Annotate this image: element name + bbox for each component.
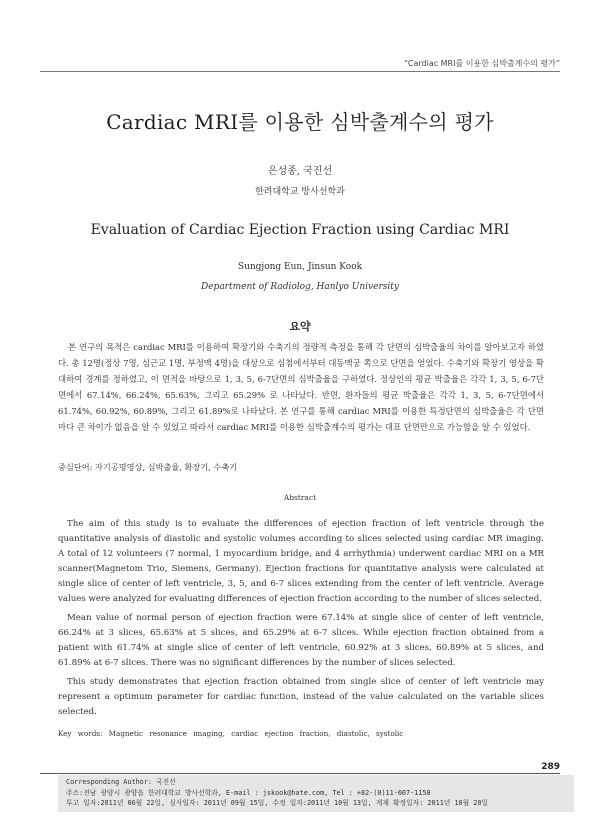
abstract-paragraph: This study demonstrates that ejection fraction obtained from single slice of center of left ventricle may represent a optimum parameter for cardiac function, instead of the value calculated on the variable slices selected. [58, 677, 544, 717]
abstract-english [58, 517, 544, 724]
header-rule [40, 71, 560, 72]
footer-line: 주소:전남 광양시 광양읍 한려대학교 방사선학과, E-mail : jskook@hate.com, Tel : +82-(0)11-607-1158 [66, 788, 431, 797]
footer-line: Corresponding Author: 국진선 [66, 778, 176, 786]
page-number: 289 [541, 762, 560, 772]
paper-title-english: Evaluation of Cardiac Ejection Fraction using Cardiac MRI [90, 222, 510, 238]
footer-rule [40, 773, 560, 774]
authors-korean: 은성종, 국진선 [267, 166, 333, 177]
affiliation-korean: 한려대학교 방사선학과 [255, 187, 345, 197]
footer-line: 투고 일자:2011년 06월 22일, 심사일자: 2011년 09월 15일, 수정 일자:2011년 10월 13일, 게재 확정일자: 2011년 10월 20일 [66, 799, 489, 807]
abstract-korean: 본 연구의 목적은 cardiac MRI를 이용하여 확장기와 수축기의 정량적 측정을 통해 각 단면의 심박출율의 차이를 알아보고자 하였다. 총 12명(정상 7명, 심근교 1명, 부정맥 4명)을 대상으로 심첨에서부터 대동맥궁 쪽으로 단면을 얻었다. 수축기와 확장기 영상을 확대하여 경계를 정하였고, 이 면적을 바탕으로 1, 3, 5, 6-7단면의 심박출율을 구하였다. 정상인의 평균 박출율은 각각 1, 3, 5, 6-7단면에서 67.14%, 66.24%, 65.63%, 그리고 65.29% 로 나타났다. 반면, 환자들의 평균 박출율은 각각 1, 3, 5, 6-7단면에서 61.74%, 60.92%, 60.89%, 그리고 61.89%로 나타났다. 본 연구를 통해 cardiac MRI를 이용한 특정단면의 심박출율은 각 단면마다 큰 차이가 없음을 알 수 있었고 따라서 cardiac MRI를 이용한 심박출계수의 평가는 대표 단면만으로 가능함을 알 수 있었다. [58, 342, 544, 432]
abstract-paragraph: The aim of this study is to evaluate the differences of ejection fraction of left ventricle through the quantitative analysis of diastolic and systolic volumes according to slices selected using cardiac MR imaging. A total of 12 volunteers (7 normal, 1 myocardium bridge, and 4 arrhythmia) underwent cardiac MRI on a MR scanner(Magnetom Trio, Siemens, Germany). Ejection fractions for quantitative analysis were calculated at single slice of center of left ventricle, 3, 5, and 6-7 slices extending from the center of left ventricle. Average values were analyzed for evaluating differences of ejection fraction according to the number of slices selected. [58, 519, 544, 604]
abstract-korean-heading: 요약 [289, 320, 311, 333]
affiliation-english: Department of Radiolog, Hanlyo University [201, 282, 399, 292]
abstract-paragraph: Mean value of normal person of ejection fraction were 67.14% at single slice of center of left ventricle, 66.24% at 3 slices, 65.63% at 5 slices, and 65.29% at 6-7 slices. While ejection fraction obtained from a patient with 61.74% at single slice of center of left ventricle, 60.92% at 3 slices, 60.89% at 5 slices, and 61.89% at 6-7 slices. There was no significant differences by the number of slices selected. [58, 613, 544, 668]
running-head: “Cardiac MRI를 이용한 심박출계수의 평가” [404, 59, 560, 68]
paper-title: Cardiac MRI를 이용한 심박출계수의 평가 [106, 110, 494, 134]
corresponding-author-box [58, 775, 574, 812]
authors-english: Sungjong Eun, Jinsun Kook [237, 262, 363, 272]
abstract-heading: Abstract [283, 493, 317, 502]
keywords-english: Key words: Magnetic resonance imaging, cardiac ejection fraction, diastolic, systolic [58, 729, 404, 738]
keywords-korean: 중심단어: 자기공명영상, 심박출율, 확장기, 수축기 [58, 462, 238, 472]
